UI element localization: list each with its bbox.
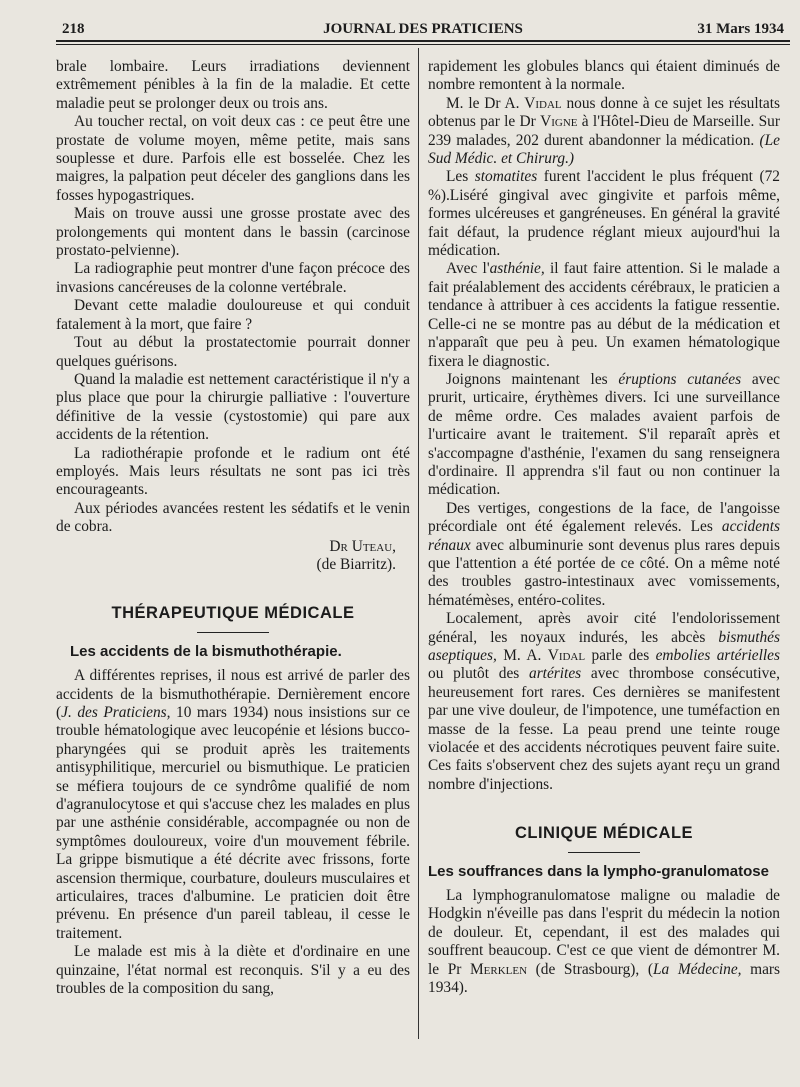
paragraph [428, 500, 780, 610]
citation: La Médecine, [653, 960, 742, 978]
text-run: il faut faire attention. Si le malade a fait préalablement des accidents cérébraux, le praticien a tendance à attribuer à ces accidents la fatigue ressentie. Celle-ci ne se montre pas au début de la médication et n'apparaît que peu à peu. Un examen hématologique fixera le diagnostic. [428, 260, 780, 370]
person-name: Merklen [469, 960, 528, 978]
citation: J. des Praticiens, [61, 704, 171, 721]
text-run: 10 mars 1934) nous insistions sur ce trouble hématologique avec leucopénie et lésions bucco-pharyngées qui se produit après les traitements antisyphilitique, mercuriel ou bismuthique. Le praticien se méfiera toujours de ce syndrôme qualifié de nom d'agranulocytose et qui s'accuse chez les malades en plus par une asthénie considérable, accompagnée ou non de symptômes douloureux, voire d'un mouvement fébrile. La grippe bismutique a été décrite avec frissons, forte ascension thermique, courbature, douleurs musculaires et articulaires, traces d'albumine. Le praticien doit être prévenu. En présence d'un pareil tableau, il cesse le traitement. [56, 704, 411, 942]
text-run: furent l'accident le plus fréquent (72 %).Liséré gingival avec gingivite et parfois même, formes ulcéreuses et gangréneuses. En général la gravité fait défaut, la prudence réglant mieux aujourd'hui la médication. [428, 168, 780, 260]
text-run: avec albuminurie sont devenus plus rares depuis que l'attention a été portée de ce côté. On a même noté des troubles gastro-intestinaux avec vomissements, hématémèses, entéro-colites. [428, 536, 780, 609]
paragraph: Devant cette maladie douloureuse et qui conduit fatalement à la mort, que faire ? [56, 297, 410, 333]
author-place: (de Biarritz). [316, 555, 396, 573]
emphasis: éruptions cutanées [618, 370, 742, 388]
header-rule [56, 40, 790, 42]
text-run: nous donne à ce sujet les résultats obtenus par le Dr [428, 94, 780, 131]
person-name: Vigne [540, 113, 578, 131]
paragraph [56, 667, 410, 943]
text-run: La lymphogranulomatose maligne ou maladie de Hodgkin n'éveille pas dans l'esprit du médecin la notion de douleur. Et, cependant, il est des malades qui souffrent beaucoup. C'est ce que vient de démontrer M. le Pr [428, 887, 780, 978]
emphasis: embolies artérielles [655, 647, 780, 664]
paragraph: brale lombaire. Leurs irradiations deviennent extrêmement pénibles à la fin de la maladie. Et cette maladie peut se prolonger deux ou trois ans. [56, 58, 410, 112]
right-column [428, 58, 780, 998]
left-column [56, 58, 410, 999]
text-run: Les [446, 168, 475, 186]
emphasis: bismuthés aseptiques, [428, 628, 780, 664]
paragraph: Quand la maladie est nettement caractéristique il n'y a plus place que pour la chirurgie palliative : l'ouverture définitive de la vessie (cystostomie) qui pare aux accidents de la rétention. [56, 370, 410, 444]
text-run: Des vertiges, congestions de la face, de l'angoisse précordiale ont été également relevés. Les [428, 499, 780, 536]
header-rule-thin [56, 44, 790, 45]
emphasis: accidents rénaux [428, 518, 780, 554]
page-number: 218 [62, 20, 85, 37]
paragraph: rapidement les globules blancs qui étaient diminués de nombre remontent à la normale. [428, 58, 780, 94]
paragraph [428, 95, 780, 169]
column-divider [418, 48, 419, 1039]
paragraph [428, 168, 780, 260]
page-header [62, 18, 784, 40]
person-name: Vidal [547, 647, 586, 664]
emphasis: stomatites [474, 168, 538, 186]
paragraph [428, 371, 780, 500]
text-run: mars 1934). [428, 960, 781, 997]
article-subtitle: Les souffrances dans la lympho-granulomatose [428, 862, 769, 880]
citation: (Le Sud Médic. et Chirurg.) [428, 131, 780, 168]
section-title-clinique: CLINIQUE MÉDICALE [514, 824, 694, 843]
section-rule [197, 632, 269, 633]
paragraph: La radiographie peut montrer d'une façon précoce des invasions cancéreuses de la colonne vertébrale. [56, 260, 410, 296]
emphasis: asthénie, [489, 260, 545, 278]
journal-title: JOURNAL DES PRATICIENS [323, 20, 523, 37]
paragraph: Aux périodes avancées restent les sédatifs et le venin de cobra. [56, 499, 410, 536]
text-run: Avec l' [446, 260, 490, 278]
paragraph: Tout au début la prostatectomie pourrait donner quelques guérisons. [56, 334, 410, 370]
paragraph: La radiothérapie profonde et le radium ont été employés. Mais leurs résultats ne sont pas ici très encourageants. [56, 444, 410, 499]
text-run: avec prurit, urticaire, érythèmes divers. Ici une surveillance de même ordre. Ces malades avaient parfois de l'urticaire avant le traitement. S'il reparaît après et s'accompagne d'asthénie, l'examen du sang renseignera d'ordinaire. Il apprendra s'il faut ou non continuer la médication. [428, 370, 781, 499]
author-signature [56, 538, 410, 556]
text-run: A différentes reprises, il nous est arrivé de parler des accidents de la bismuthothérapie. Dernièrement encore ( [56, 667, 410, 721]
emphasis: artérites [529, 665, 582, 683]
text-run: parle des [585, 647, 656, 664]
text-run: (de Strasbourg), ( [527, 960, 653, 978]
paragraph: Le malade est mis à la diète et d'ordinaire en une quinzaine, l'état normal est reconquis. S'il y a eu des troubles de la composition du sang, [56, 943, 410, 998]
text-run: ou plutôt des [428, 665, 529, 683]
text-run: M. le Dr A. [446, 94, 525, 112]
paragraph: Mais on trouve aussi une grosse prostate avec des prolongements qui montent dans le bassin (carcinose prostato-pelvienne). [56, 205, 410, 260]
paragraph: Au toucher rectal, on voit deux cas : ce peut être une prostate de volume moyen, même petite, mais sans souplesse et dure. Parfois elle est bosselée. Chez les maigres, la palpation peut déceler des ganglions dans les fosses hypogastriques. [56, 113, 410, 204]
text-run: à l'Hôtel-Dieu de Marseille. Sur 239 malades, 202 durent abandonner la médication. [428, 113, 780, 149]
text-run: M. A. [496, 647, 548, 664]
author-name: Dr Uteau, [329, 537, 396, 555]
section-title-therapeutique: THÉRAPEUTIQUE MÉDICALE [111, 604, 355, 623]
paragraph [428, 610, 780, 794]
article-subtitle: Les accidents de la bismuthothérapie. [70, 642, 342, 660]
paragraph [428, 887, 780, 997]
section-rule [568, 852, 640, 853]
text-run: Localement, après avoir cité l'endolorissement général, les noyaux indurés, les abcès [428, 610, 780, 646]
issue-date: 31 Mars 1934 [697, 20, 784, 37]
text-run: avec thrombose consécutive, heureusement fort rares. Ces dernières se manifestent par une vive douleur, de l'impotence, une tuméfaction en masse de la fesse. La peau prend une teinte rouge violacée et des accidents nécrotiques peuvent faire suite. Ces faits s'observent chez des sujets ayant reçu un grand nombre d'injections. [428, 665, 780, 793]
person-name: Vidal [524, 94, 562, 112]
paragraph [428, 260, 780, 370]
text-run: Joignons maintenant les [446, 370, 619, 388]
